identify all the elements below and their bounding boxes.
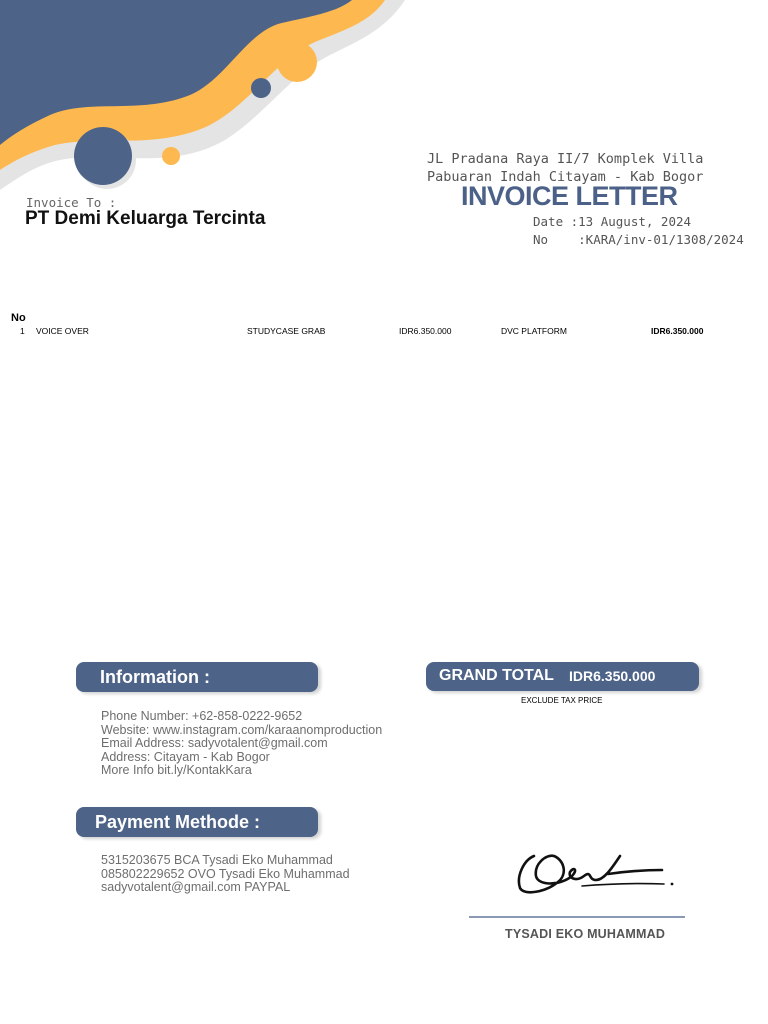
grand-total-label: GRAND TOTAL (439, 667, 554, 684)
row-service: VOICE OVER (36, 326, 89, 336)
invoice-number: No :KARA/inv-01/1308/2024 (533, 232, 744, 247)
client-name: PT Demi Keluarga Tercinta (25, 208, 266, 229)
row-number: 1 (20, 326, 25, 336)
invoice-date: Date :13 August, 2024 (533, 214, 692, 229)
grand-total-badge (426, 662, 699, 691)
payment-bca: 5315203675 BCA Tysadi Eko Muhammad (101, 853, 333, 867)
row-total: IDR6.350.000 (651, 326, 704, 336)
payment-ovo: 085802229652 OVO Tysadi Eko Muhammad (101, 866, 350, 881)
row-price: IDR6.350.000 (399, 326, 452, 336)
grand-total-value: IDR6.350.000 (569, 668, 656, 684)
payment-heading-text: Payment Methode : (95, 812, 261, 832)
information-heading-text: Information : (100, 667, 210, 687)
signer-name: TYSADI EKO MUHAMMAD (505, 927, 666, 941)
info-more: More Info bit.ly/KontakKara (101, 763, 252, 777)
row-platform: DVC PLATFORM (501, 326, 567, 336)
payment-block (101, 854, 350, 895)
payment-paypal: sadyvotalent@gmail.com PAYPAL (101, 880, 291, 894)
info-phone: Phone Number: +62-858-0222-9652 (101, 709, 303, 723)
info-address: Address: Citayam - Kab Bogor (101, 749, 270, 764)
signature-line (469, 916, 685, 918)
navy-dot-large (74, 127, 132, 185)
row-project: STUDYCASE GRAB (247, 326, 326, 336)
signature-image (512, 846, 682, 902)
payment-heading (76, 807, 318, 837)
address-line-1: JL Pradana Raya II/7 Komplek Villa (427, 151, 704, 167)
navy-dot-small (251, 78, 271, 98)
tax-note: EXCLUDE TAX PRICE (521, 696, 603, 705)
table-no-header: No (11, 312, 26, 324)
gold-dot-large (277, 42, 317, 82)
info-website: Website: www.instagram.com/karaanomproduction (101, 722, 383, 737)
invoice-to-label: Invoice To : (26, 195, 117, 210)
info-email: Email Address: sadyvotalent@gmail.com (101, 736, 328, 750)
gold-dot-small (162, 147, 180, 165)
invoice-title: INVOICE LETTER (461, 181, 678, 211)
information-block (101, 710, 382, 778)
information-heading (76, 662, 318, 692)
address-line-2: Pabuaran Indah Citayam - Kab Bogor (427, 169, 704, 185)
